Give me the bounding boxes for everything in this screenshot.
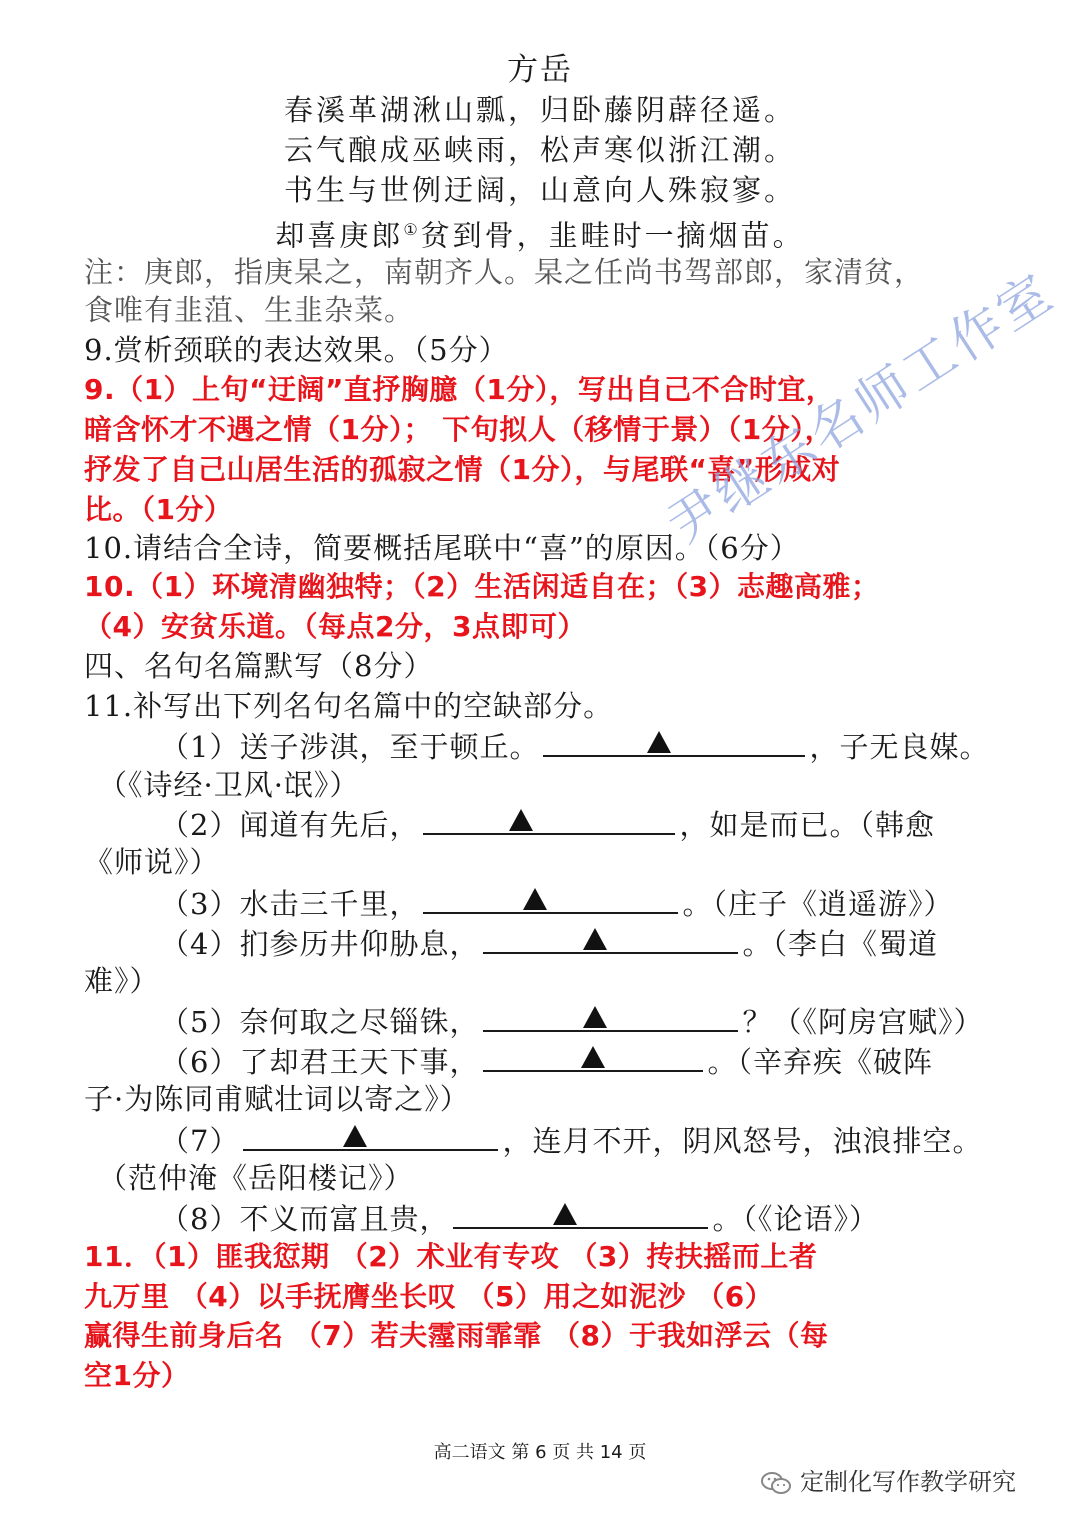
item-text: 。（庄子《逍遥游》）	[682, 887, 954, 921]
item-text: （3）水击三千里，	[160, 887, 420, 921]
item-text: ？（《阿房宫赋》）	[742, 1005, 984, 1039]
poem-author: 方岳	[507, 52, 573, 88]
item-source: （范仲淹《岳阳楼记》）	[98, 1161, 414, 1195]
triangle-icon	[583, 1006, 607, 1028]
answer-9-line: 9.（1）上句“迂阔”直抒胸臆（1分），写出自己不合时宜，	[84, 373, 835, 406]
answer-blank[interactable]	[453, 1197, 708, 1229]
answer-11-line: 11．（1）匪我愆期 （2）术业有专攻 （3）抟扶摇而上者	[84, 1240, 818, 1273]
item-text: （4）扪参历井仰胁息，	[160, 927, 480, 961]
note-line: 注：庚郎，指庚杲之，南朝齐人。杲之任尚书驾部郎，家清贫，	[84, 255, 925, 289]
item-text: （6）了却君王天下事，	[160, 1045, 480, 1079]
triangle-icon	[581, 1046, 605, 1068]
fill-item	[160, 1040, 933, 1082]
fill-item	[160, 725, 989, 767]
answer-blank[interactable]	[423, 882, 678, 914]
answer-blank[interactable]	[483, 1040, 703, 1072]
answer-10-line: （4）安贫乐道。（每点2分，3点即可）	[84, 610, 586, 643]
triangle-icon	[553, 1203, 577, 1225]
item-text: 。（《论语》）	[712, 1202, 879, 1236]
fill-item	[160, 1197, 879, 1239]
answer-blank[interactable]	[243, 1119, 498, 1151]
item-text: （7）	[160, 1124, 240, 1158]
triangle-icon	[523, 888, 547, 910]
item-text: 。（辛弃疾《破阵	[707, 1045, 933, 1079]
item-text: 。（李白《蜀道	[742, 927, 938, 961]
answer-blank[interactable]	[483, 1000, 738, 1032]
section-heading: 四、名句名篇默写（8分）	[84, 649, 434, 683]
item-source: 子·为陈同甫赋壮词以寄之》）	[84, 1082, 470, 1116]
answer-11-line: 空1分）	[84, 1359, 190, 1392]
answer-9-line: 暗含怀才不遇之情（1分）； 下句拟人（移情于景）（1分），	[84, 413, 834, 446]
poem-line	[0, 210, 1080, 256]
poem-line: 书生与世例迂阔，山意向人殊寂寥。	[283, 173, 796, 207]
triangle-icon	[647, 731, 671, 753]
fill-item	[160, 1119, 982, 1161]
answer-9-line: 比。（1分）	[84, 493, 233, 526]
footnote-mark: ①	[403, 220, 421, 239]
note-line: 食唯有韭菹、生韭杂菜。	[84, 293, 415, 327]
answer-10-line: 10.（1）环境清幽独特；（2）生活闲适自在；（3）志趣高雅；	[84, 570, 880, 603]
fill-item	[160, 803, 935, 845]
answer-9-line: 抒发了自己山居生活的孤寂之情（1分），与尾联“喜”形成对	[84, 453, 841, 486]
item-text: ，连月不开，阴风怒号，浊浪排空。	[502, 1124, 983, 1158]
item-source: 《师说》）	[84, 845, 220, 879]
fill-item	[160, 922, 938, 964]
item-text: （1）送子涉淇，至于顿丘。	[160, 730, 540, 764]
item-text: ，子无良媒。	[809, 730, 990, 764]
poem-line: 云气酿成巫峡雨，松声寒似浙江潮。	[283, 133, 796, 167]
fill-item	[160, 882, 953, 924]
triangle-icon	[343, 1125, 367, 1147]
answer-blank[interactable]	[423, 803, 675, 835]
poem-line: 春溪革湖湫山瓢，归卧藤阴薜径遥。	[283, 93, 796, 127]
page-footer: 高二语文 第 6 页 共 14 页	[433, 1442, 647, 1463]
wechat-icon	[760, 1471, 792, 1495]
question-9: 9.赏析颈联的表达效果。（5分）	[84, 333, 509, 367]
answer-11-line: 九万里 （4）以手抚膺坐长叹 （5）用之如泥沙 （6）	[84, 1280, 774, 1313]
item-source: （《诗经·卫风·氓》）	[98, 768, 360, 802]
item-text: （2）闻道有先后，	[160, 808, 420, 842]
item-source: 难》）	[84, 964, 160, 998]
fill-item	[160, 1000, 983, 1042]
answer-blank[interactable]	[483, 922, 738, 954]
answer-blank[interactable]	[543, 725, 805, 757]
watermark: 尹继东名师工作室	[657, 261, 1066, 557]
item-text: （8）不义而富且贵，	[160, 1202, 450, 1236]
triangle-icon	[509, 809, 533, 831]
brand-text: 定制化写作教学研究	[800, 1468, 1016, 1496]
question-11: 11.补写出下列名句名篇中的空缺部分。	[84, 689, 614, 723]
answer-11-line: 赢得生前身后名 （7）若夫霪雨霏霏 （8）于我如浮云（每	[84, 1319, 829, 1352]
item-text: （5）奈何取之尽锱铢，	[160, 1005, 480, 1039]
poem-text: 却喜庚郎	[275, 218, 404, 253]
triangle-icon	[583, 928, 607, 950]
item-text: ，如是而已。（韩愈	[679, 808, 935, 842]
poem-text: 贫到骨，韭畦时一摘烟苗。	[420, 218, 805, 253]
question-10: 10.请结合全诗，简要概括尾联中“喜”的原因。（6分）	[84, 531, 800, 565]
brand-label	[760, 1462, 1016, 1497]
